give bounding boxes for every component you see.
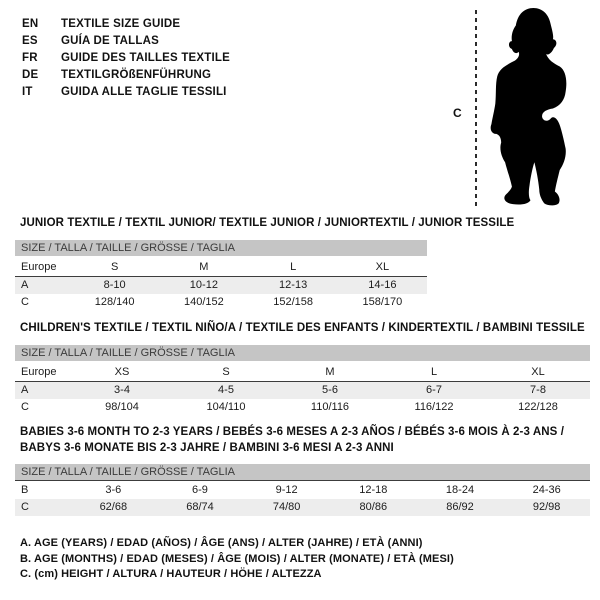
- section-title-children: CHILDREN'S TEXTILE / TEXTIL NIÑO/A / TEXTILE DES ENFANTS / KINDERTEXTIL / BAMBINI TESSILE: [20, 322, 585, 334]
- table-cell: XL: [375, 261, 390, 273]
- table-cell: 140/152: [183, 296, 224, 308]
- language-row-de: [22, 67, 230, 84]
- language-code: ES: [22, 35, 38, 47]
- size-header-band: SIZE / TALLA / TAILLE / GRÖSSE / TAGLIA: [15, 464, 590, 481]
- language-list: [22, 16, 230, 101]
- table-cell: M: [199, 261, 209, 273]
- table-cell: 3-4: [114, 384, 130, 396]
- table-cell: 62/68: [99, 501, 128, 513]
- table-cell: 24-36: [532, 484, 561, 496]
- table-cell: 122/128: [518, 401, 558, 413]
- babies-size-table: [15, 464, 590, 516]
- legend-notes: [20, 536, 454, 583]
- language-row-en: [22, 16, 230, 33]
- table-cell: C: [21, 501, 29, 513]
- table-cell: 86/92: [446, 501, 474, 513]
- legend-note-c: C. (cm) HEIGHT / ALTURA / HAUTEUR / HÖHE / ALTEZZA: [20, 568, 322, 581]
- section-title-babies: [20, 425, 564, 456]
- height-dashed-line: [475, 10, 477, 208]
- section-title-junior: JUNIOR TEXTILE / TEXTIL JUNIOR/ TEXTILE JUNIOR / JUNIORTEXTIL / JUNIOR TESSILE: [20, 217, 515, 229]
- table-cell: XL: [531, 366, 545, 378]
- table-cell: 74/80: [272, 501, 301, 513]
- height-measure-figure: [440, 0, 600, 220]
- language-code: EN: [22, 18, 39, 30]
- language-code: DE: [22, 69, 39, 81]
- table-cell: Europe: [21, 366, 57, 378]
- table-row-europe: [15, 363, 590, 382]
- language-row-fr: [22, 50, 230, 67]
- junior-size-table: [15, 240, 427, 311]
- children-size-table: [15, 345, 590, 416]
- table-cell: 5-6: [322, 384, 338, 396]
- table-cell: 104/110: [206, 401, 246, 413]
- table-cell: 18-24: [445, 484, 475, 496]
- language-code: IT: [22, 86, 33, 98]
- table-cell: 12-18: [359, 484, 388, 496]
- table-row-height: [15, 399, 590, 416]
- table-cell: 110/116: [310, 401, 350, 413]
- table-cell: A: [21, 279, 29, 291]
- table-cell: 80/86: [359, 501, 388, 513]
- table-row-height: [15, 294, 427, 311]
- table-row-europe: [15, 258, 427, 277]
- table-cell: 128/140: [94, 296, 135, 308]
- legend-note-b: B. AGE (MONTHS) / EDAD (MESES) / ÂGE (MOIS) / ALTER (MONATE) / ETÀ (MESI): [20, 552, 454, 565]
- table-cell: 68/74: [186, 501, 214, 513]
- size-header-band: SIZE / TALLA / TAILLE / GRÖSSE / TAGLIA: [15, 345, 590, 361]
- language-title: TEXTILE SIZE GUIDE: [61, 18, 181, 30]
- table-cell: 98/104: [105, 401, 139, 413]
- table-cell: 152/158: [273, 296, 313, 308]
- language-title: TEXTILGRÖßENFÜHRUNG: [61, 69, 212, 81]
- table-cell: Europe: [21, 261, 57, 273]
- table-cell: XS: [114, 366, 130, 378]
- table-cell: 9-12: [275, 484, 298, 496]
- language-code: FR: [22, 52, 38, 64]
- section-title-line: BABIES 3-6 MONTH TO 2-3 YEARS / BEBÉS 3-6 MESES A 2-3 AÑOS / BÉBÉS 3-6 MOIS À 2-3 ANS /: [20, 426, 564, 438]
- toddler-silhouette-icon: [483, 6, 575, 211]
- table-row-age-months: [15, 481, 590, 499]
- size-header-band: SIZE / TALLA / TAILLE / GRÖSSE / TAGLIA: [15, 240, 427, 256]
- table-cell: S: [222, 366, 230, 378]
- section-title-line: BABYS 3-6 MONATE BIS 2-3 JAHRE / BAMBINI 3-6 MESI A 2-3 ANNI: [20, 441, 394, 454]
- language-row-it: [22, 84, 230, 101]
- table-row-age: [15, 382, 590, 399]
- table-cell: 92/98: [532, 501, 561, 513]
- language-title: GUIDA ALLE TAGLIE TESSILI: [61, 86, 227, 98]
- legend-note-a: A. AGE (YEARS) / EDAD (AÑOS) / ÂGE (ANS) / ALTER (JAHRE) / ETÀ (ANNI): [20, 537, 423, 549]
- table-cell: L: [430, 366, 438, 378]
- table-cell: C: [21, 401, 29, 413]
- table-cell: 14-16: [368, 279, 397, 291]
- table-cell: M: [325, 366, 335, 378]
- table-cell: 3-6: [105, 484, 122, 496]
- table-cell: L: [290, 261, 297, 273]
- table-cell: 10-12: [189, 279, 218, 291]
- table-cell: 12-13: [279, 279, 308, 291]
- table-cell: S: [110, 261, 119, 273]
- table-cell: 7-8: [530, 384, 546, 396]
- table-cell: 158/170: [362, 296, 403, 308]
- table-cell: 6-7: [426, 384, 442, 396]
- table-row-age: [15, 277, 427, 294]
- height-measure-label: C: [453, 106, 462, 120]
- table-cell: C: [21, 296, 29, 308]
- table-cell: B: [21, 484, 29, 496]
- table-cell: 116/122: [414, 401, 454, 413]
- table-cell: 4-5: [218, 384, 234, 396]
- language-row-es: [22, 33, 230, 50]
- table-cell: 8-10: [103, 279, 126, 291]
- language-title: GUIDE DES TAILLES TEXTILE: [61, 52, 230, 64]
- language-title: GUÍA DE TALLAS: [61, 35, 159, 47]
- table-cell: A: [21, 384, 29, 396]
- table-cell: 6-9: [192, 484, 208, 496]
- table-row-height: [15, 499, 590, 516]
